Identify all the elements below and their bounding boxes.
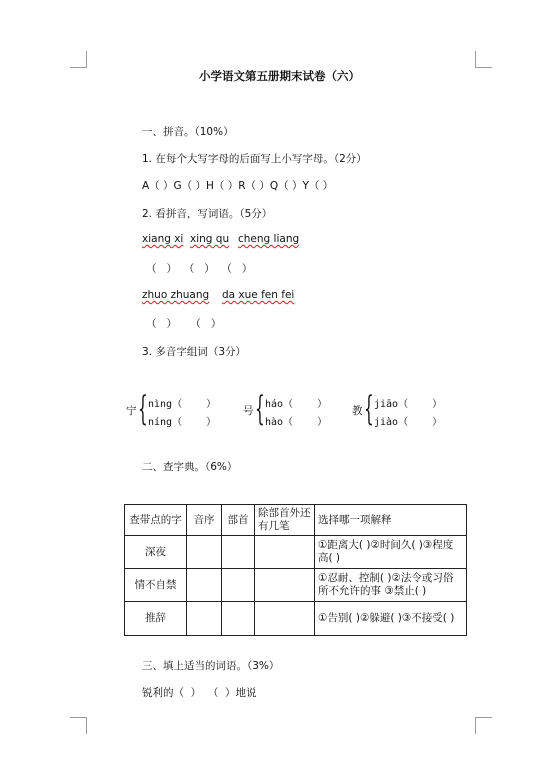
table-cell-blank[interactable]	[187, 602, 222, 636]
pinyin-word: cheng liang	[238, 233, 300, 245]
page-title: 小学语文第五册期末试卷（六）	[199, 69, 360, 83]
q3-label: 3. 多音字组词（3分）	[142, 346, 247, 358]
dictionary-table	[124, 504, 467, 636]
table-cell-blank[interactable]	[222, 569, 255, 602]
polyphone-char: 宁	[126, 405, 137, 417]
q1-letters: A（ ）G（ ）H（ ）R（ ）Q（ ）Y（ ）	[142, 180, 334, 192]
pinyin-word: xing qu	[190, 233, 230, 245]
polyphone-char: 号	[243, 405, 254, 417]
table-header: 音序	[187, 505, 222, 536]
crop-mark-top-right	[475, 51, 492, 68]
pinyin-word: xiang xi	[142, 233, 184, 245]
table-cell-blank[interactable]	[187, 569, 222, 602]
table-cell-blank[interactable]	[222, 536, 255, 569]
table-cell-word: 情不自禁	[125, 569, 187, 602]
table-cell-blank[interactable]	[187, 536, 222, 569]
polyphone-reading: hào（ ）	[265, 417, 328, 428]
section-1-heading: 一、拼音。（10%）	[142, 126, 234, 138]
pinyin-word: zhuo zhuang	[142, 289, 210, 301]
polyphone-reading: jiào（ ）	[374, 417, 443, 428]
table-row	[125, 536, 467, 569]
table-cell-blank[interactable]	[222, 602, 255, 636]
polyphone-reading: nìng（ ）	[148, 399, 217, 410]
table-cell-blank[interactable]	[255, 602, 315, 636]
table-header: 选择哪一项解释	[315, 505, 467, 536]
crop-mark-bottom-right	[475, 717, 492, 734]
q1-label: 1. 在每个大写字母的后面写上小写字母。（2分）	[142, 153, 367, 165]
polyphone-reading: níng（ ）	[148, 417, 217, 428]
answer-blanks-row-2: （ ） （ ）	[146, 318, 222, 330]
table-row	[125, 569, 467, 602]
section-3-heading: 三、填上适当的词语。（3%）	[142, 660, 280, 672]
brace-icon: {	[138, 389, 148, 429]
table-cell-answer: ①距离大( )②时间久( )③程度高( )	[315, 536, 467, 569]
pinyin-word: da xue fen fei	[222, 289, 295, 301]
table-cell-blank[interactable]	[255, 536, 315, 569]
crop-mark-bottom-left	[70, 717, 87, 734]
table-header: 部首	[222, 505, 255, 536]
section-2-heading: 二、查字典。（6%）	[142, 461, 238, 473]
table-cell-answer: ①忍耐、控制( )②法令或习俗所不允许的事 ③禁止( )	[315, 569, 467, 602]
polyphone-char: 教	[352, 405, 363, 417]
table-cell-word: 推辞	[125, 602, 187, 636]
crop-mark-top-left	[70, 51, 87, 68]
table-cell-blank[interactable]	[255, 569, 315, 602]
fill-in-line: 锐利的（ ） （ ）地说	[142, 687, 257, 699]
answer-blanks-row-1: （ ） （ ） （ ）	[146, 263, 253, 275]
table-row	[125, 602, 467, 636]
polyphone-reading: háo（ ）	[265, 399, 328, 410]
polyphone-reading: jiāo（ ）	[374, 399, 443, 410]
table-cell-answer: ①告别( )②躲避( )③不接受( )	[315, 602, 467, 636]
q2-label: 2. 看拼音，写词语。（5分）	[142, 208, 273, 220]
brace-icon: {	[364, 389, 374, 429]
table-cell-word: 深夜	[125, 536, 187, 569]
brace-icon: {	[255, 389, 265, 429]
table-header-row	[125, 505, 467, 536]
table-header: 除部首外还有几笔	[255, 505, 315, 536]
table-header: 查带点的字	[125, 505, 187, 536]
